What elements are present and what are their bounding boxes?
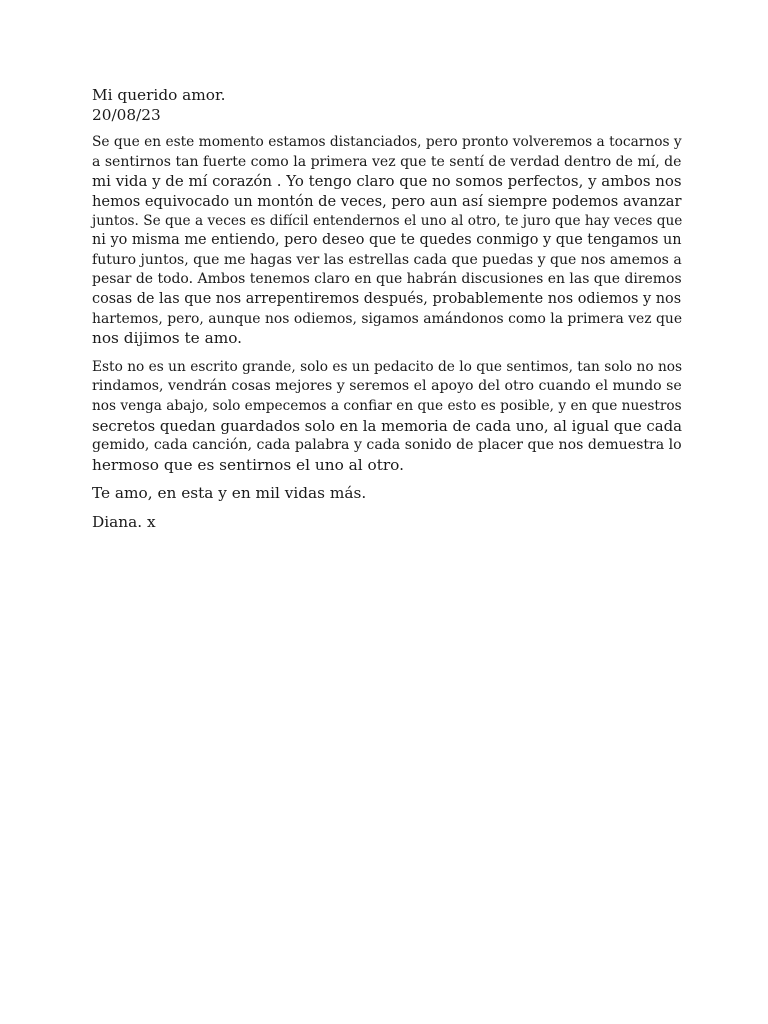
paragraph-1-line: nos dijimos te amo. — [92, 329, 243, 348]
paragraph-1-line: cosas de las que nos arrepentiremos después, probablemente nos odiemos y nos — [92, 290, 682, 307]
closing-paragraph — [92, 484, 682, 504]
paragraph-2-line: secretos quedan guardados solo en la memoria de cada uno, al igual que cada — [92, 416, 682, 435]
letter-date: 20/08/23 — [92, 105, 161, 124]
paragraph-1-line: futuro juntos, que me hagas ver las estrellas cada que puedas y que nos amemos a — [92, 251, 682, 268]
letter-closing: Te amo, en esta y en mil vidas más. — [92, 484, 367, 503]
signature-paragraph — [92, 513, 682, 533]
letter-signature: Diana. x — [92, 512, 156, 531]
paragraph-2-line: gemido, cada canción, cada palabra y cada sonido de placer que nos demuestra lo — [92, 437, 682, 454]
paragraph-1-line: Se que en este momento estamos distanciados, pero pronto volveremos a tocarnos y — [92, 134, 682, 151]
paragraph-1 — [92, 133, 682, 349]
paragraph-2-line: rindamos, vendrán cosas mejores y seremos el apoyo del otro cuando el mundo se — [92, 378, 682, 395]
paragraph-1-line: a sentirnos tan fuerte como la primera vez que te sentí de verdad dentro de mí, de — [92, 153, 682, 170]
paragraph-1-line: juntos. Se que a veces es difícil entendernos el uno al otro, te juro que hay veces que — [92, 212, 683, 229]
paragraph-1-line: mi vida y de mí corazón . Yo tengo claro que no somos perfectos, y ambos nos — [92, 172, 682, 191]
paragraph-1-line: hemos equivocado un montón de veces, pero aun así siempre podemos avanzar — [92, 192, 682, 210]
paragraph-2-line: Esto no es un escrito grande, solo es un pedacito de lo que sentimos, tan solo no nos — [92, 358, 683, 375]
letter-greeting: Mi querido amor. — [92, 86, 226, 104]
letter-header — [92, 86, 682, 125]
paragraph-2 — [92, 358, 682, 476]
paragraph-2-line: nos venga abajo, solo empecemos a confiar en que esto es posible, y en que nuestros — [92, 397, 682, 414]
paragraph-1-line: ni yo misma me entiendo, pero deseo que te quedes conmigo y que tengamos un — [92, 232, 682, 249]
paragraph-1-line: pesar de todo. Ambos tenemos claro en que habrán discusiones en las que diremos — [92, 271, 682, 288]
paragraph-1-line: hartemos, pero, aunque nos odiemos, sigamos amándonos como la primera vez que — [92, 310, 683, 327]
letter-body — [92, 86, 682, 541]
paragraph-2-line: hermoso que es sentirnos el uno al otro. — [92, 455, 404, 474]
